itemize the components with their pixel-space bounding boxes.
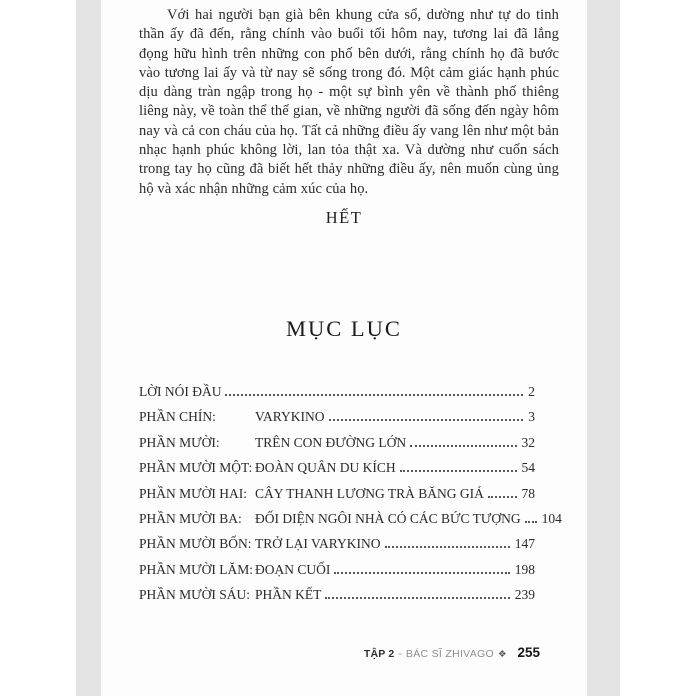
toc-chapter-title: TRÊN CON ĐƯỜNG LỚN	[255, 434, 407, 450]
toc-row	[139, 384, 535, 409]
toc-chapter-label: PHẦN MƯỜI HAI:	[139, 485, 247, 501]
toc-page-number: 147	[514, 536, 535, 552]
toc-dot-leader	[334, 572, 509, 574]
toc-row	[139, 587, 535, 612]
toc-dot-leader	[410, 445, 516, 447]
toc-row	[139, 510, 562, 536]
footer-separator: -	[398, 648, 402, 660]
toc-page-number: 2	[528, 384, 535, 399]
closing-paragraph: Với hai người bạn già bên khung cửa sổ, dường như tự do tinh thần ấy đã đến, rằng chính vào buổi tối hôm nay, tương lai đã lắng đọng hữu hình trên những con phố bên dưới, rằng chính họ đã bước vào tương lai ấy và từ nay sẽ sống trong đó. Một cảm giác hạnh phúc dịu dàng tràn ngập trong họ - một sự bình yên về thành phố thiêng liêng này, về toàn thể thế gian, về những người đã sống đến ngày hôm nay và cả con cháu của họ. Tất cả những điều ấy vang lên như một bản nhạc hạnh phúc không lời, lan tỏa thật xa. Và dường như cuốn sách trong tay họ cũng đã biết hết thảy những điều ấy, nên muốn cùng ủng hộ và xác nhận những cảm xúc của họ.	[139, 7, 559, 197]
toc-heading: MỤC LỤC	[286, 316, 402, 341]
toc-dot-leader	[525, 521, 537, 523]
toc-chapter-title: TRỞ LẠI VARYKINO	[255, 536, 381, 552]
toc-page-number: 78	[521, 485, 535, 501]
book-page	[101, 0, 587, 696]
book-photo-background	[76, 0, 620, 696]
toc-chapter-label: PHẦN MƯỜI BA:	[139, 510, 242, 526]
toc-page-number: 104	[541, 510, 562, 526]
toc-row	[139, 460, 535, 485]
toc-dot-leader	[385, 546, 510, 548]
footer-page-number: 255	[517, 645, 540, 660]
toc-row	[139, 486, 535, 511]
diamond-ornament-icon: ❖	[497, 649, 507, 660]
toc-chapter-title: PHẦN KẾT	[255, 587, 322, 603]
toc-chapter-label: PHẦN MƯỜI:	[139, 434, 220, 450]
end-marker: HẾT	[325, 208, 363, 227]
toc-dot-leader	[400, 470, 517, 472]
toc-chapter-label: PHẦN MƯỜI BỐN:	[139, 536, 252, 552]
toc-page-number: 54	[521, 460, 535, 476]
toc-page-number: 3	[528, 409, 535, 425]
toc-dot-leader	[329, 419, 524, 421]
toc-chapter-label: PHẦN MƯỜI MỘT:	[139, 460, 253, 476]
toc-chapter-title: ĐOẠN CUỐI	[255, 561, 331, 577]
toc-page-number: 239	[514, 587, 535, 603]
toc-chapter-label: PHẦN CHÍN:	[139, 409, 216, 425]
toc-page-number: 32	[521, 434, 535, 450]
footer-book-title: BÁC SĨ ZHIVAGO	[405, 648, 494, 660]
toc-row	[139, 409, 535, 434]
toc-dot-leader	[488, 496, 517, 498]
toc-row	[139, 536, 535, 561]
toc-chapter-title: VARYKINO	[255, 409, 325, 425]
toc-list	[139, 384, 562, 613]
toc-chapter-title: ĐOÀN QUÂN DU KÍCH	[255, 460, 396, 476]
toc-page-number: 198	[514, 561, 535, 577]
toc-chapter-title: CÂY THANH LƯƠNG TRÀ BĂNG GIÁ	[255, 485, 484, 501]
toc-row	[139, 435, 535, 460]
toc-row	[139, 562, 535, 587]
toc-chapter-label: PHẦN MƯỜI SÁU:	[139, 587, 250, 603]
page-footer	[364, 645, 540, 660]
toc-chapter-label: PHẦN MƯỜI LĂM:	[139, 561, 253, 577]
toc-dot-leader	[325, 597, 509, 599]
footer-volume: TẬP 2	[363, 648, 395, 660]
toc-dot-leader	[225, 394, 523, 396]
toc-chapter-title: ĐỐI DIỆN NGÔI NHÀ CÓ CÁC BỨC TƯỢNG	[255, 510, 521, 526]
toc-chapter-label: LỜI NÓI ĐẦU	[139, 384, 222, 399]
